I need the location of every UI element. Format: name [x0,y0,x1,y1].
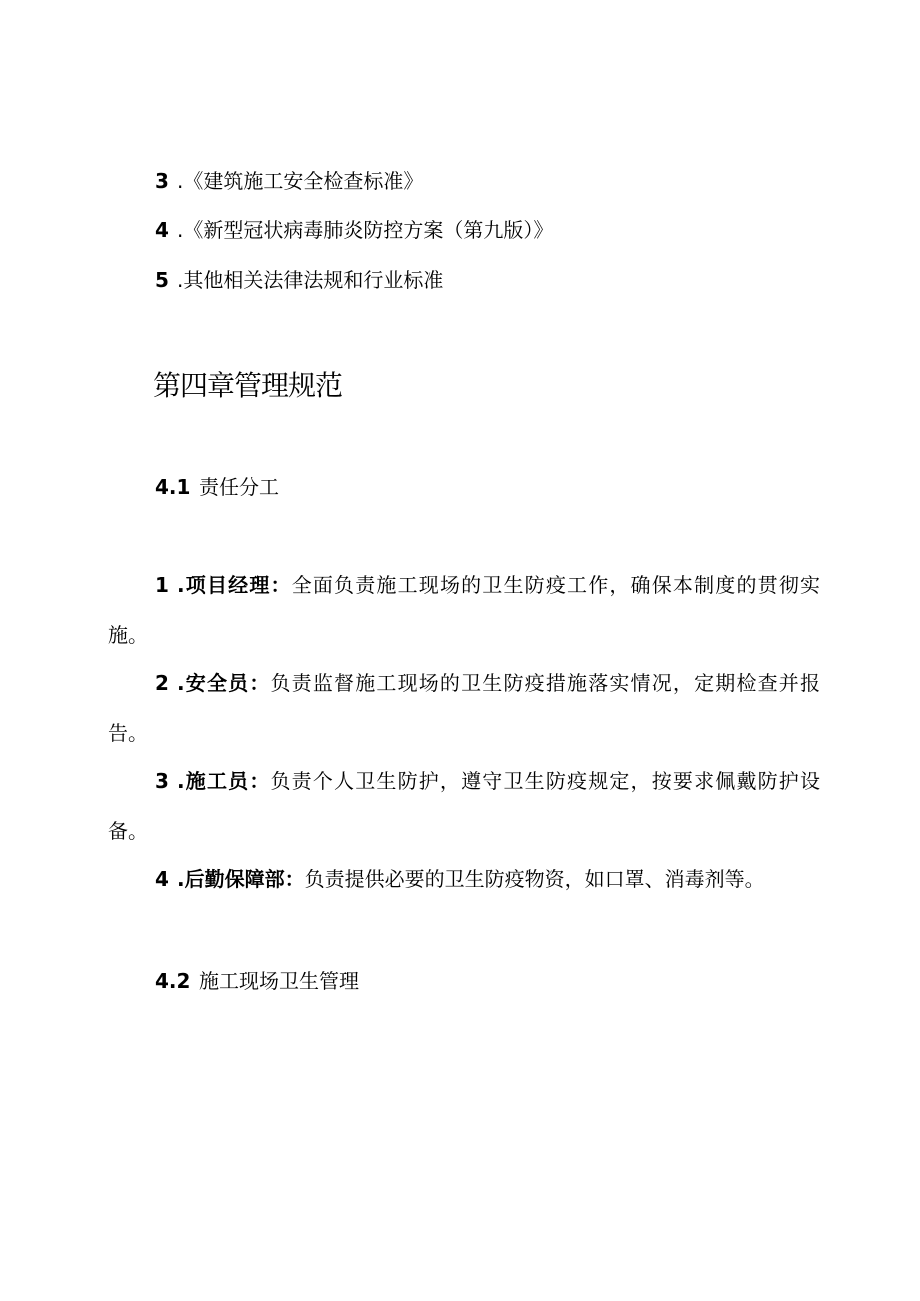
duty-paragraph-2 [108,658,820,758]
reference-item-4 [155,216,553,244]
section-heading-4-1 [155,473,279,501]
section-number: 4.1 [155,475,191,499]
duty-text: 负责监督施工现场的卫生防疫措施落实情况，定期检查并报告。 [108,671,820,745]
duty-paragraph-4 [108,854,820,904]
reference-number: 5 [155,268,169,292]
reference-text: .其他相关法律法规和行业标准 [177,268,444,292]
section-number: 4.2 [155,969,191,993]
duty-number: 3 [155,769,169,793]
duty-text: 负责提供必要的卫生防疫物资，如口罩、消毒剂等。 [304,867,765,891]
duty-paragraph-3 [108,756,820,856]
reference-item-5 [155,266,443,294]
reference-item-3 [155,167,423,195]
duty-text: 全面负责施工现场的卫生防疫工作，确保本制度的贯彻实施。 [108,573,820,647]
reference-number: 4 [155,218,169,242]
reference-text: .《建筑施工安全检查标准》 [177,169,424,193]
duty-number: 1 [155,573,169,597]
chapter-title: 第四章管理规范 [153,369,343,402]
section-title: 责任分工 [199,475,279,499]
reference-text: .《新型冠状病毒肺炎防控方案（第九版）》 [177,218,554,242]
duty-role: .后勤保障部： [177,867,305,891]
reference-number: 3 [155,169,169,193]
duty-role: .项目经理： [177,573,292,597]
duty-number: 2 [155,671,169,695]
section-title: 施工现场卫生管理 [199,969,359,993]
duty-paragraph-1 [108,560,820,660]
duty-role: .安全员： [177,671,271,695]
section-heading-4-2 [155,967,359,995]
duty-number: 4 [155,867,169,891]
duty-text: 负责个人卫生防护，遵守卫生防疫规定，按要求佩戴防护设备。 [108,769,820,843]
duty-role: .施工员： [177,769,271,793]
